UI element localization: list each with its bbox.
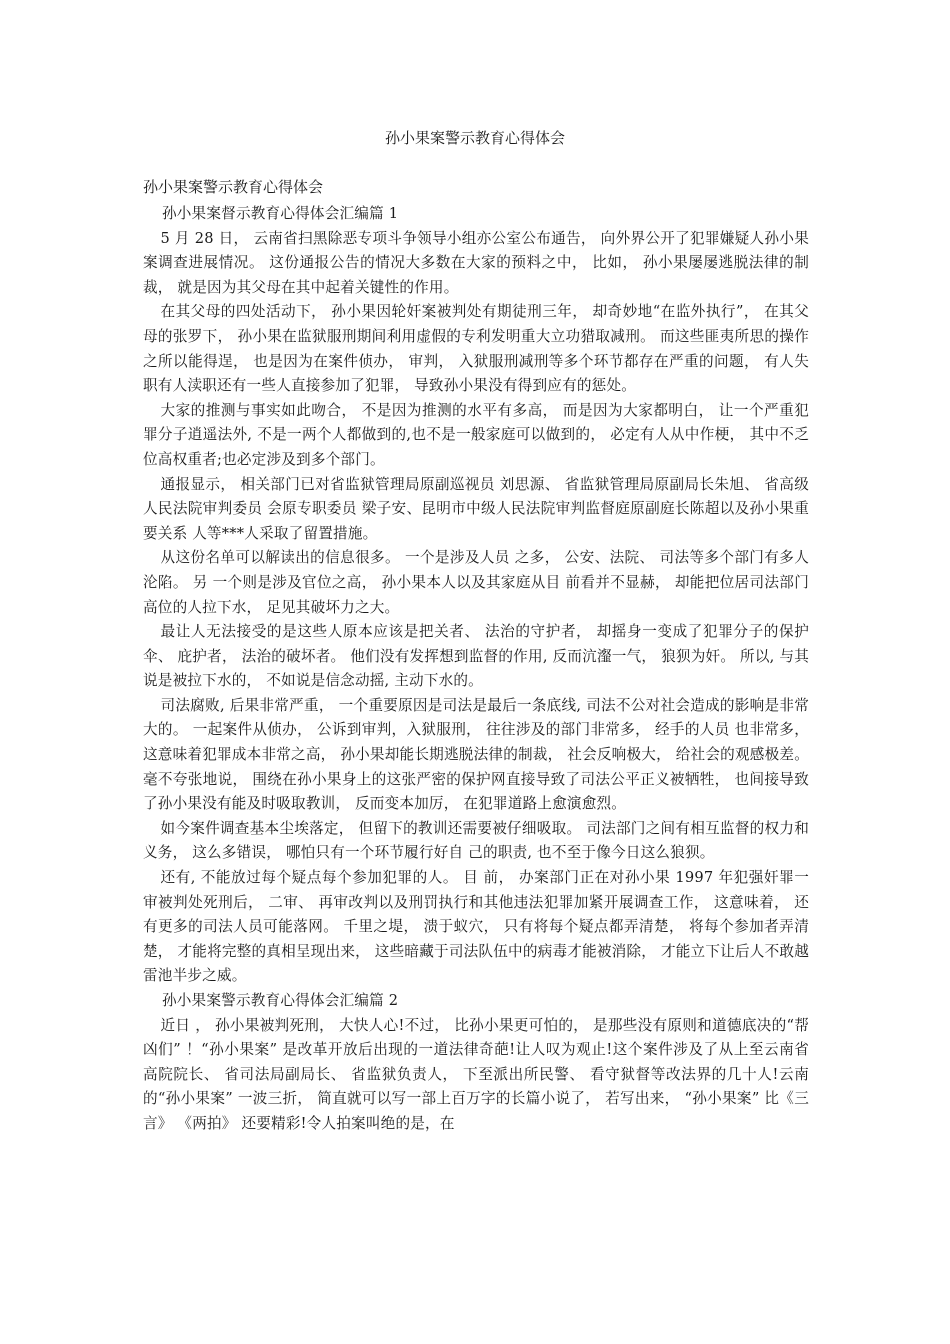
paragraph: 最让人无法接受的是这些人原本应该是把关者、 法治的守护者， 却摇身一变成了犯罪分子的保护伞、 庇护者， 法治的破坏者。 他们没有发挥想到监督的作用, 反而沆瀣一气， 狼狈为奸。 所以, 与其说是被拉下水的， 不如说是信念动摇, 主动下水的。 [143,623,809,690]
section-heading: 孙小果案督示教育心得体会汇编篇 1 [161,205,399,222]
paragraph: 大家的推测与事实如此吻合， 不是因为推测的水平有多高， 而是因为大家都明白， 让一个严重犯罪分子逍遥法外, 不是一两个人都做到的,也不是一般家庭可以做到的， 必定有人从中作梗， 其中不乏位高权重者;也必定涉及到多个部门。 [143,401,809,468]
paragraph: 从这份名单可以解读出的信息很多。 一个是涉及人员 之多， 公安、法院、 司法等多个部门有多人沦陷。 另 一个则是涉及官位之高， 孙小果本人以及其家庭从目 前看并不显赫， 却能把位居司法部门高位的人拉下水， 足见其破坏力之大。 [143,549,809,616]
paragraph: 5 月 28 日， 云南省扫黑除恶专项斗争领导小组亦公室公布通告， 向外界公开了犯罪嫌疑人孙小果案调查进展情况。 这份通报公告的情况大多数在大家的预料之中， 比如， 孙小果屡屡逃脱法律的制裁， 就是因为其父母在其中起着关键性的作用。 [143,229,809,296]
paragraph: 司法腐败, 后果非常严重， 一个重要原因是司法是最后一条底线, 司法不公对社会造成的影响是非常大的。 一起案件从侦办， 公诉到审判，入狱服刑， 往往涉及的部门非常多， 经手的人员 也非常多， 这意味着犯罪成本非常之高， 孙小果却能长期逃脱法律的制裁， 社会反响极大， 给社会的观感极差。 毫不夸张地说， 围绕在孙小果身上的这张严密的保护网直接导致了司法公平正义被牺牲， 也间接导致了孙小果没有能及时吸取教训， 反而变本加厉， 在犯罪道路上愈演愈烈。 [143,696,809,813]
document-title: 孙小果案警示教育心得体会 [384,129,565,147]
document-body [143,202,809,1137]
paragraph: 在其父母的四处活动下， 孙小果因轮奸案被判处有期徒刑三年， 却奇妙地“在监外执行”， 在其父母的张罗下， 孙小果在监狱服刑期间利用虚假的专利发明重大立功猎取减刑。 而这些匪夷所思的操作之所以能得逞， 也是因为在案件侦办， 审判， 入狱服刑减刑等多个环节都存在严重的问题， 有人失职有人渎职还有一些人直接参加了犯罪， 导致孙小果没有得到应有的惩处。 [143,303,809,395]
document-subtitle: 孙小果案警示教育心得体会 [143,178,324,196]
paragraph: 如今案件调查基本尘埃落定， 但留下的教训还需要被仔细吸取。 司法部门之间有相互监督的权力和义务， 这么多错误， 哪怕只有一个环节履行好自 己的职责, 也不至于像今日这么狼狈。 [143,819,809,862]
section-heading: 孙小果案警示教育心得体会汇编篇 2 [161,992,399,1009]
paragraph: 通报显示， 相关部门已对省监狱管理局原副巡视员 刘思源、 省监狱管理局原副局长朱旭、 省高级人民法院审判委员 会原专职委员 梁子安、昆明市中级人民法院审判监督庭原副庭长陈超以及孙小果重要关系 人等***人采取了留置措施。 [143,475,809,542]
paragraph: 还有, 不能放过每个疑点每个参加犯罪的人。 目 前， 办案部门正在对孙小果 1997 年犯强奸罪一审被判处死刑后， 二审、 再审改判以及刑罚执行和其他违法犯罪加紧开展调查工作， 这意味着， 还有更多的司法人员可能落网。 千里之堤， 溃于蚁穴， 只有将每个疑点都弄清楚， 将每个参加者弄清楚， 才能将完整的真相呈现出来， 这些暗藏于司法队伍中的病毒才能被消除， 才能立下让后人不敢越雷池半步之威。 [143,869,809,985]
paragraph: 近日 ， 孙小果被判死刑， 大快人心!不过， 比孙小果更可怕的， 是那些没有原则和道德底决的“帮凶们” ！“孙小果案” 是改革开放后出现的一道法律奇葩!让人叹为观止!这个案件涉及了从上至云南省高院院长、 省司法局副局长、 省监狱负责人， 下至派出所民警、 看守狱督等改法界的几十人!云南的“孙小果案” 一波三折， 简直就可以写一部上百万字的长篇小说了， 若写出来， “孙小果案” 比《三言》 《两拍》 还要精彩!令人拍案叫绝的是，在 [143,1016,809,1132]
